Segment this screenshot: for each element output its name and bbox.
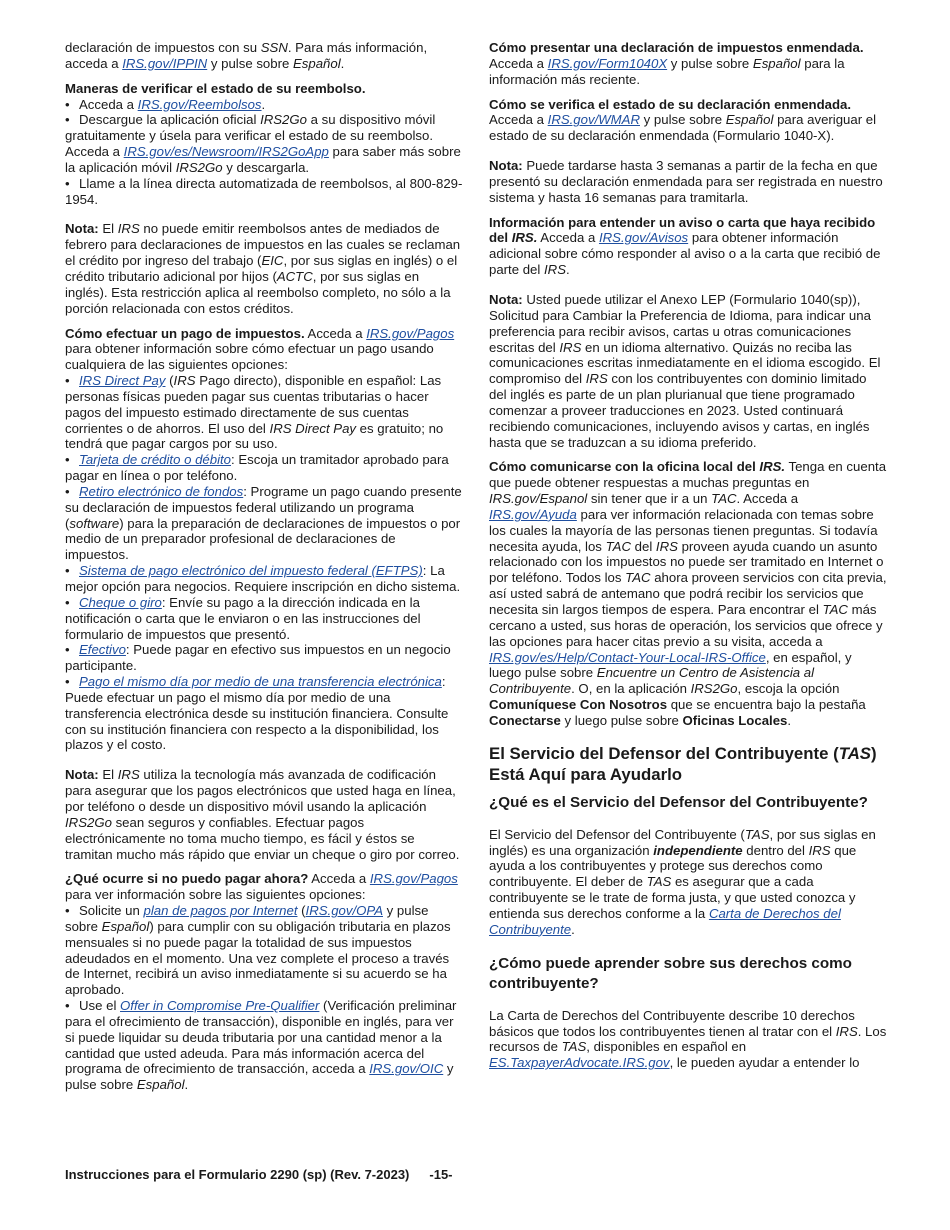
local-office: Cómo comunicarse con la oficina local del IRS. Tenga en cuenta que puede obtener respuestas a muchas preguntas en IRS.gov/Espanol sin tener que ir a un TAC. Acceda a IRS.gov/Ayuda para ver información relacionada con temas sobre los cuales la mayoría de las personas tienen preguntas. Si todavía necesita ayuda, los TAC del IRS proveen ayuda cuando un asunto relacionado con los impuestos no puede ser tramitado en Internet o por teléfono. Todos los TAC ahora proveen servicios con cita previa, así usted sabrá de antemano que podrá recibir los servicios que necesita sin largos tiempos de espera. Para encontrar el TAC más cercano a usted, sus horas de operación, los servicios que ofrece y las opciones para hacer citas previo a su visita, acceda a IRS.gov/es/Help/Contact-Your-Local-IRS-Office, en español, y luego pulse sobre Encuentre un Centro de Asistencia al Contribuyente. O, en la aplicación IRS2Go, escoja la opción Comuníquese Con Nosotros que se encuentra bajo la pestaña Conectarse y luego pulse sobre Oficinas Locales. [489,459,887,728]
list-item: • Cheque o giro: Envíe su pago a la dirección indicada en la notificación o carta que le enviaron o en las instrucciones del formulario de impuestos que presentó. [65,594,421,642]
link-avisos[interactable]: IRS.gov/Avisos [598,230,689,246]
link-tarjeta[interactable]: Tarjeta de crédito o débito [79,452,232,468]
link-form1040x[interactable]: IRS.gov/Form1040X [547,55,668,71]
cant-pay-section [65,871,463,1093]
subheading-what-is-tas: ¿Qué es el Servicio del Defensor del Contribuyente? [489,793,868,811]
link-retiro[interactable]: Retiro electrónico de fondos [79,483,244,499]
list-item: • Descargue la aplicación oficial IRS2Go a su dispositivo móvil gratuitamente y úsela para verificar el estado de su reembolso. Acceda a IRS.gov/es/Newsroom/IRS2GoApp para saber más sobre la aplicación móvil IRS2Go y descargarla. [65,112,461,175]
subheading-rights: ¿Cómo puede aprender sobre sus derechos como contribuyente? [489,954,852,992]
link-efectivo[interactable]: Efectivo [79,642,126,658]
refund-heading: Maneras de verificar el estado de su reembolso. [65,80,366,96]
page-footer [65,1167,453,1182]
amended-status: Cómo se verifica el estado de su declaración enmendada. Acceda a IRS.gov/WMAR y pulse sobre Español para averiguar el estado de su declaración enmendada (Formulario 1040-X). [489,96,877,144]
list-item: • Acceda a IRS.gov/Reembolsos. [65,96,266,112]
link-mismo-dia[interactable]: Pago el mismo día por medio de una transferencia electrónica [79,674,442,690]
link-ippin[interactable]: IRS.gov/IPPIN [122,55,208,71]
refund-section [65,81,463,208]
link-carta-derechos[interactable]: Carta de Derechos del Contribuyente [489,905,841,937]
footer-title: Instrucciones para el Formulario 2290 (sp) (Rev. 7-2023) [65,1167,410,1182]
note-security: Nota: El IRS utiliza la tecnología más avanzada de codificación para asegurar que los pagos electrónicos que usted haga en línea, por teléfono o desde un dispositivo móvil usando la aplicación IRS2Go sean seguros y confiables. Efectuar pagos electrónicamente no toma mucho tiempo, es fácil y éstos se tramitan mucho más rápido que enviar un cheque o giro por correo. [65,767,460,862]
link-oic-prequalifier[interactable]: Offer in Compromise Pre-Qualifier [120,998,320,1014]
page-number: -15- [429,1167,453,1182]
list-item: • Llame a la línea directa automatizada de reembolsos, al 800-829-1954. [65,175,463,207]
list-item: • Retiro electrónico de fondos: Programe un pago cuando presente su declaración de impuestos federal utilizando un programa (software) para la preparación de declaraciones de impuestos o por medio de un preparador profesional de declaraciones de impuestos. [65,483,462,563]
link-pagos[interactable]: IRS.gov/Pagos [366,325,455,341]
list-item: • Pago el mismo día por medio de una transferencia electrónica: Puede efectuar un pago el mismo día por medio de una transferencia electrónica desde su institución financiera. Consulte con su institución financiera con respecto a la disponibilidad, los plazos y el costo. [65,674,449,753]
link-taxpayer-advocate[interactable]: ES.TaxpayerAdvocate.IRS.gov [489,1055,670,1071]
link-wmar[interactable]: IRS.gov/WMAR [547,112,640,128]
link-direct-pay[interactable]: IRS Direct Pay [79,373,166,389]
right-column [489,40,887,1080]
link-cheque[interactable]: Cheque o giro [79,594,162,610]
rights-paragraph: La Carta de Derechos del Contribuyente describe 10 derechos básicos que todos los contribuyentes tienen al tratar con el IRS. Los recursos de TAS, disponibles en español en ES.TaxpayerAdvocate.IRS.gov, le pueden ayudar a entender lo [489,1007,887,1071]
list-item: • Sistema de pago electrónico del impuesto federal (EFTPS): La mejor opción para negocios. Requiere inscripción en dicho sistema. [65,563,461,594]
link-local-office[interactable]: IRS.gov/es/Help/Contact-Your-Local-IRS-Office [489,649,766,665]
section-heading-tas: El Servicio del Defensor del Contribuyente (TAS) Está Aquí para Ayudarlo [489,743,877,784]
payment-section [65,326,463,754]
link-ayuda[interactable]: IRS.gov/Ayuda [489,506,577,522]
link-eftps[interactable]: Sistema de pago electrónico del impuesto federal (EFTPS) [79,563,423,579]
link-pagos-2[interactable]: IRS.gov/Pagos [369,871,458,887]
link-reembolsos[interactable]: IRS.gov/Reembolsos [137,96,262,112]
link-oic[interactable]: IRS.gov/OIC [369,1061,444,1077]
link-plan-pagos[interactable]: plan de pagos por Internet [143,903,298,919]
list-item: • Tarjeta de crédito o débito: Escoja un tramitador aprobado para pagar en línea o por teléfono. [65,452,449,484]
note-amended: Nota: Puede tardarse hasta 3 semanas a partir de la fecha en que presentó su declaración enmendada para ser registrada en nuestro sistema y hasta 16 semanas para tramitarla. [489,158,883,205]
list-item: • Efectivo: Puede pagar en efectivo sus impuestos en un negocio participante. [65,642,451,674]
left-column [65,40,463,1093]
amended-return: Cómo presentar una declaración de impuestos enmendada. Acceda a IRS.gov/Form1040X y pulse sobre Español para la información más reciente. [489,40,864,87]
cant-pay-intro: ¿Qué ocurre si no puedo pagar ahora? Acceda a IRS.gov/Pagos para ver información sobre las siguientes opciones: [65,871,458,903]
link-irs2goapp[interactable]: IRS.gov/es/Newsroom/IRS2GoApp [123,144,329,160]
list-item: • Solicite un plan de pagos por Internet (IRS.gov/OPA y pulse sobre Español) para cumplir con su obligación tributaria en plazos mensuales si no puede pagar la totalidad de sus impuestos adeudados en el momento. Una vez complete el proceso a través de Internet, recibirá un aviso inmediatamente si su acuerdo se ha aprobado. [65,903,451,998]
link-opa[interactable]: IRS.gov/OPA [305,903,383,919]
note-refunds: Nota: El IRS no puede emitir reembolsos antes de mediados de febrero para declaraciones de impuestos en las cuales se reclaman el crédito por ingreso del trabajo (EIC, por sus siglas en inglés) o el crédito tributario adicional por hijos (ACTC, por sus siglas en inglés). Esta restricción aplica al reembolso completo, no sólo a la porción relacionada con estos créditos. [65,221,461,316]
payment-intro: Cómo efectuar un pago de impuestos. Acceda a IRS.gov/Pagos para obtener información sobre cómo efectuar un pago usando cualquiera de las siguientes opciones: [65,325,455,373]
list-item: • Use el Offer in Compromise Pre-Qualifier (Verificación preliminar para el ofrecimiento de transacción), disponible en inglés, para ver si puede liquidar su deuda tributaria por una cantidad menor a la cantidad que usted adeuda. Para más información acerca del programa de ofrecimiento de transacción, acceda a IRS.gov/OIC y pulse sobre Español. [65,998,457,1093]
tas-description: El Servicio del Defensor del Contribuyente (TAS, por sus siglas en inglés) es una organización independiente dentro del IRS que ayuda a los contribuyentes y protege sus derechos como contribuyente. El deber de TAS es asegurar que a cada contribuyente se le trate de forma justa, y que usted conozca y entienda sus derechos conforme a la Carta de Derechos del Contribuyente. [489,826,876,937]
list-item: • IRS Direct Pay (IRS Pago directo), disponible en español: Las personas físicas pueden pagar sus cuentas tributarias o hacer pagos del impuesto estimado directamente de sus cuentas corrientes o de ahorros. El uso del IRS Direct Pay es gratuito; no tendrá que pagar cargos por su uso. [65,373,444,452]
note-language: Nota: Usted puede utilizar el Anexo LEP (Formulario 1040(sp)), Solicitud para Cambiar la Preferencia de Idioma, para indicar una preferencia para recibir avisos, cartas u otras comunicaciones escritas del IRS en un idioma alternativo. Quizás no reciba las comunicaciones escritas inmediatamente en el idioma escogido. El compromiso del IRS con los contribuyentes con dominio limitado del inglés es parte de un plan plurianual que tiene programado comenzar a proveer traducciones en 2023. Usted continuará recibiendo comunicaciones, incluyendo avisos y cartas, en inglés hasta que se traduzcan a su idioma preferido. [489,291,881,450]
intro-paragraph: declaración de impuestos con su SSN. Para más información, acceda a IRS.gov/IPPIN y pulse sobre Español. [65,40,428,71]
notice-info: Información para entender un aviso o carta que haya recibido del IRS. Acceda a IRS.gov/Avisos para obtener información adicional sobre cómo responder al aviso o a la carta que recibió de parte del IRS. [489,214,881,278]
